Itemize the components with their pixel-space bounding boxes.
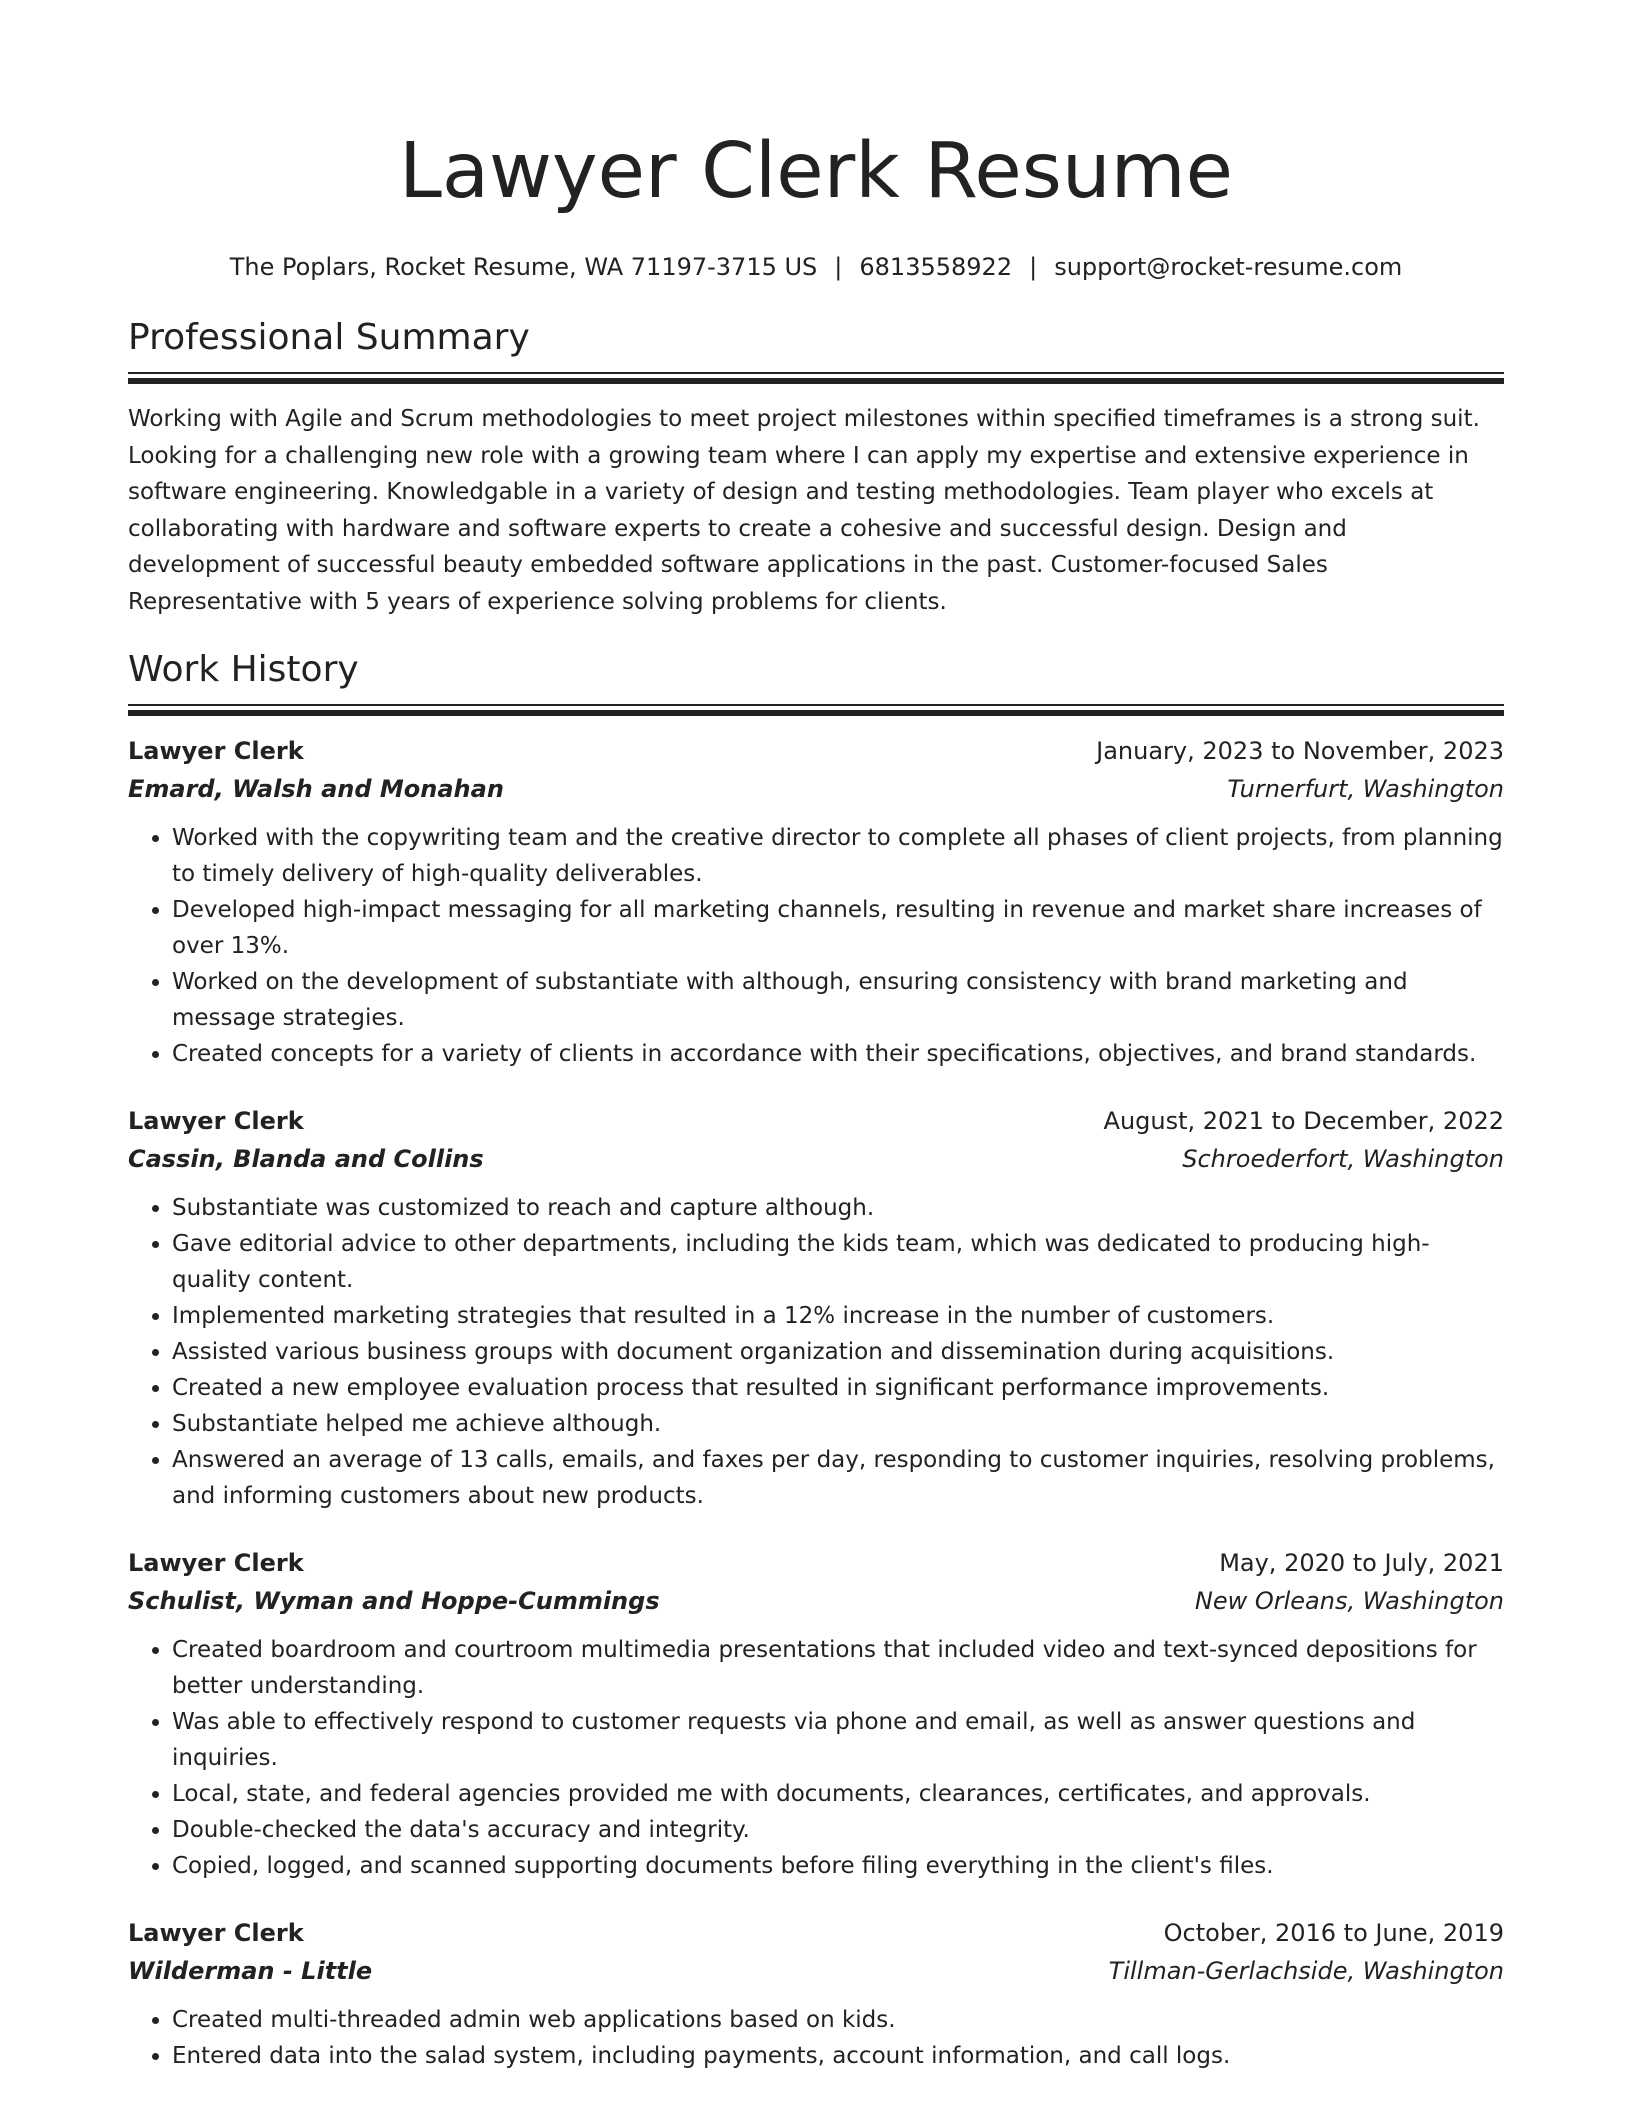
contact-separator: | — [834, 253, 843, 281]
job-header-row — [128, 732, 1504, 770]
job-bullet: • Worked on the development of substantiate with although, ensuring consistency with brand marketing and message strategies. — [172, 964, 1504, 1036]
job-bullet-list — [128, 2002, 1504, 2074]
section-divider — [128, 378, 1504, 384]
job-bullet: • Substantiate was customized to reach and capture although. — [172, 1190, 1504, 1226]
job-company: Schulist, Wyman and Hoppe-Cummings — [128, 1587, 660, 1615]
summary-text: Working with Agile and Scrum methodologies to meet project milestones within specified timeframes is a strong suit. Looking for a challenging new role with a growing team where I can apply my expertise and extensive experience in software engineering. Knowledgable in a variety of design and testing methodologies. Team player who excels at collaborating with hardware and software experts to create a cohesive and successful design. Design and development of successful beauty embedded software applications in the past. Customer-focused Sales Representative with 5 years of experience solving problems for clients. — [128, 406, 1480, 615]
job-bullet: • Created multi-threaded admin web applications based on kids. — [172, 2002, 1504, 2038]
job-title: Lawyer Clerk — [128, 1107, 304, 1135]
job-bullet: • Substantiate helped me achieve although. — [172, 1406, 1504, 1442]
section-divider — [128, 710, 1504, 716]
section-heading: Work History — [128, 649, 359, 690]
job-subheader-row — [128, 1582, 1504, 1620]
contact-address: The Poplars, Rocket Resume, WA 71197-3715 US — [229, 253, 818, 281]
job-entry — [128, 1914, 1504, 2074]
job-entry — [128, 1102, 1504, 1514]
job-company: Emard, Walsh and Monahan — [128, 775, 504, 803]
job-title: Lawyer Clerk — [128, 1919, 304, 1947]
professional-summary-section — [128, 314, 1504, 620]
job-bullet-list — [128, 1632, 1504, 1884]
contact-separator: | — [1029, 253, 1038, 281]
job-location: New Orleans, Washington — [1194, 1587, 1504, 1615]
section-divider — [128, 704, 1504, 706]
section-heading: Professional Summary — [128, 317, 530, 358]
job-header-row — [128, 1102, 1504, 1140]
resume-page — [128, 0, 1504, 2074]
job-bullet: • Implemented marketing strategies that resulted in a 12% increase in the number of customers. — [172, 1298, 1504, 1334]
job-location: Tillman-Gerlachside, Washington — [1108, 1957, 1504, 1985]
job-bullet: • Assisted various business groups with document organization and dissemination during acquisitions. — [172, 1334, 1504, 1370]
job-dates: January, 2023 to November, 2023 — [1096, 737, 1504, 765]
job-bullet: • Developed high-impact messaging for all marketing channels, resulting in revenue and market share increases of over 13%. — [172, 892, 1504, 964]
job-dates: May, 2020 to July, 2021 — [1219, 1549, 1504, 1577]
contact-email: support@rocket-resume.com — [1054, 253, 1403, 281]
job-dates: August, 2021 to December, 2022 — [1103, 1107, 1504, 1135]
job-bullet: • Created boardroom and courtroom multimedia presentations that included video and text-synced depositions for better understanding. — [172, 1632, 1504, 1704]
job-bullet: • Created concepts for a variety of clients in accordance with their specifications, objectives, and brand standards. — [172, 1036, 1504, 1072]
job-subheader-row — [128, 1952, 1504, 1990]
job-header-row — [128, 1914, 1504, 1952]
job-title: Lawyer Clerk — [128, 1549, 304, 1577]
job-bullet: • Answered an average of 13 calls, emails, and faxes per day, responding to customer inquiries, resolving problems, and informing customers about new products. — [172, 1442, 1504, 1514]
job-title: Lawyer Clerk — [128, 737, 304, 765]
job-location: Turnerfurt, Washington — [1227, 775, 1504, 803]
job-bullet-list — [128, 820, 1504, 1072]
job-bullet: • Was able to effectively respond to customer requests via phone and email, as well as answer questions and inquiries. — [172, 1704, 1504, 1776]
job-header-row — [128, 1544, 1504, 1582]
job-entry — [128, 732, 1504, 1072]
job-entry — [128, 1544, 1504, 1884]
job-bullet: • Entered data into the salad system, including payments, account information, and call logs. — [172, 2038, 1504, 2074]
job-bullet: • Worked with the copywriting team and the creative director to complete all phases of client projects, from planning to timely delivery of high-quality deliverables. — [172, 820, 1504, 892]
contact-phone: 6813558922 — [859, 253, 1013, 281]
job-company: Cassin, Blanda and Collins — [128, 1145, 484, 1173]
job-bullet-list — [128, 1190, 1504, 1514]
job-bullet: • Created a new employee evaluation process that resulted in significant performance improvements. — [172, 1370, 1504, 1406]
job-company: Wilderman - Little — [128, 1957, 373, 1985]
contact-line — [128, 250, 1504, 284]
work-history-section — [128, 646, 1504, 2074]
job-bullet: • Local, state, and federal agencies provided me with documents, clearances, certificates, and approvals. — [172, 1776, 1504, 1812]
job-location: Schroederfort, Washington — [1182, 1145, 1504, 1173]
resume-title: Lawyer Clerk Resume — [398, 127, 1234, 216]
job-bullet: • Copied, logged, and scanned supporting documents before filing everything in the client's files. — [172, 1848, 1504, 1884]
job-subheader-row — [128, 1140, 1504, 1178]
job-subheader-row — [128, 770, 1504, 808]
section-divider — [128, 372, 1504, 374]
job-bullet: • Gave editorial advice to other departments, including the kids team, which was dedicated to producing high-quality content. — [172, 1226, 1504, 1298]
job-dates: October, 2016 to June, 2019 — [1163, 1919, 1504, 1947]
job-bullet: • Double-checked the data's accuracy and integrity. — [172, 1812, 1504, 1848]
